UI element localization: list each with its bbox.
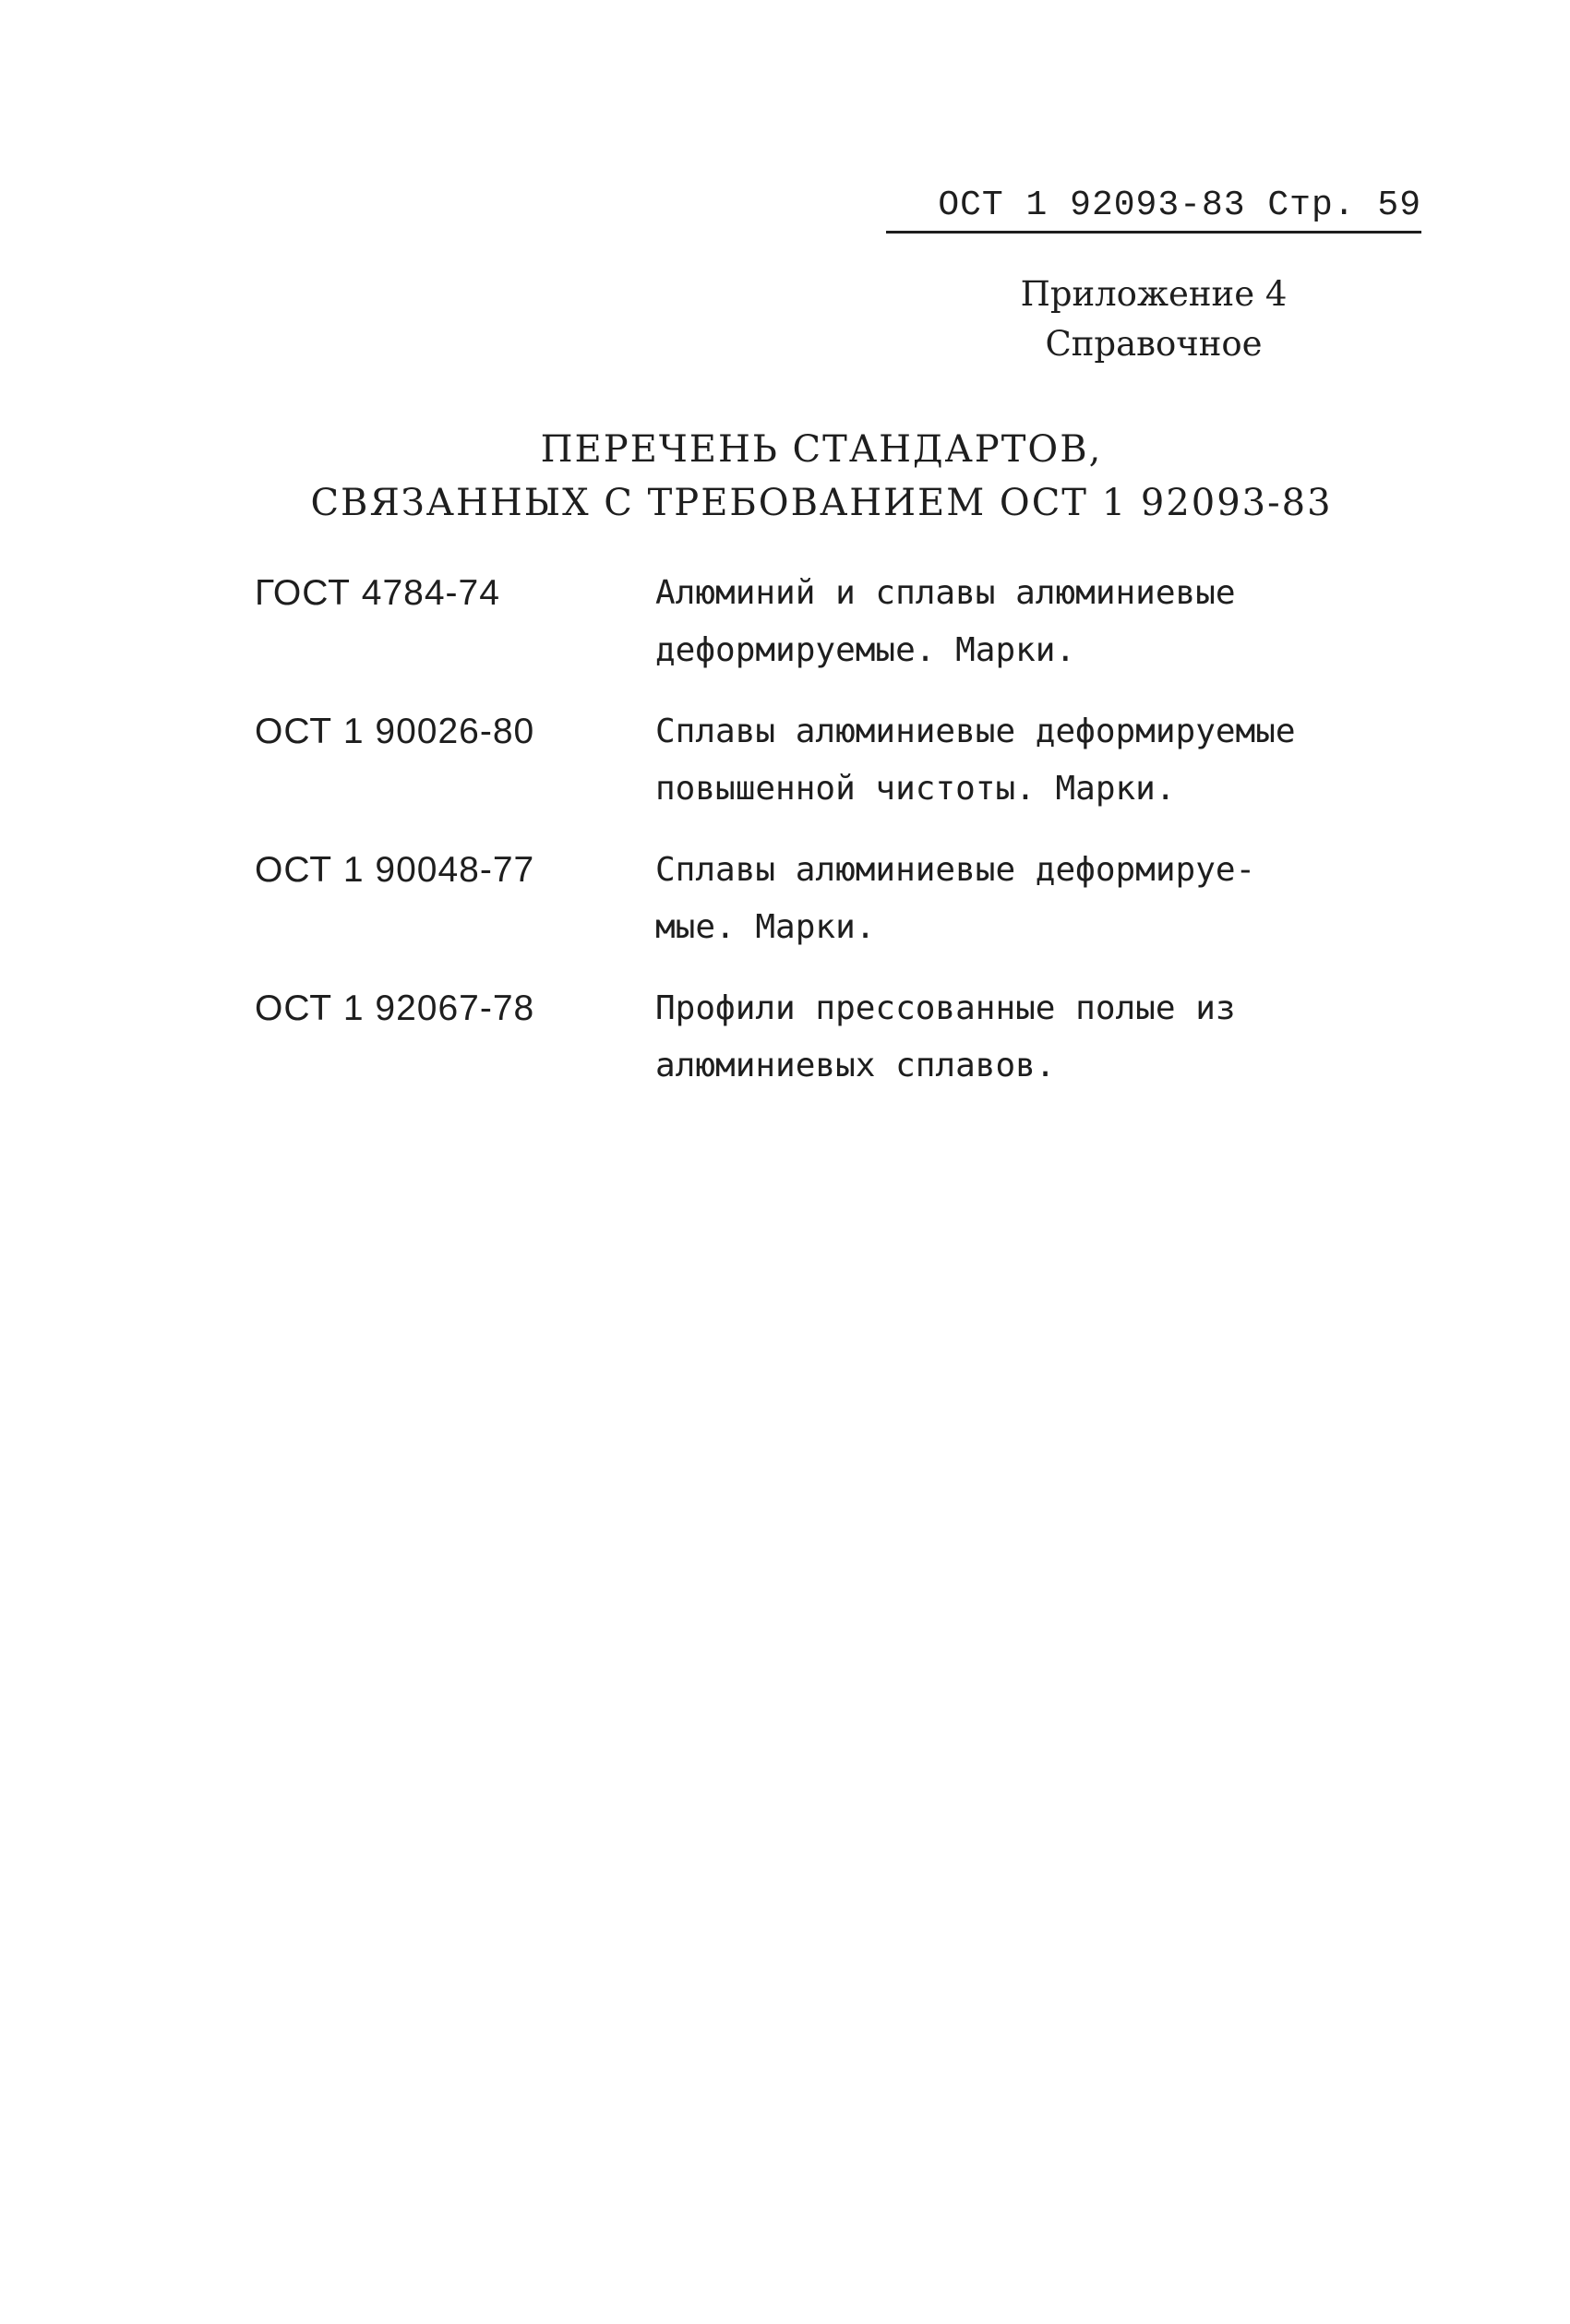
appendix-type: Справочное [1045,324,1263,364]
description-line: деформируемые. Марки. [655,631,1076,669]
description-line: Профили прессованные полые из [655,989,1236,1027]
document-title [277,423,1366,530]
description-line: Сплавы алюминиевые деформируе- [655,851,1256,889]
standard-description [655,980,1449,1095]
standard-description [655,565,1449,679]
standard-code: ОСТ 1 90026-80 [255,712,535,751]
standard-description [655,842,1449,956]
description-line: повышенной чистоты. Марки. [655,770,1176,808]
title-line-1: ПЕРЕЧЕНЬ СТАНДАРТОВ, [540,428,1103,471]
list-item [255,703,1455,818]
appendix-block [960,270,1348,369]
list-item [255,842,1455,956]
standard-description [655,703,1449,818]
list-item [255,980,1455,1095]
page-header: ОСТ 1 92093-83 Стр. 59 [886,181,1421,234]
list-item [255,565,1455,679]
description-line: мые. Марки. [655,908,876,946]
standard-code: ГОСТ 4784-74 [255,573,500,613]
description-line: алюминиевых сплавов. [655,1047,1056,1084]
appendix-label: Приложение 4 [1020,274,1288,314]
standards-list [255,565,1455,1119]
standard-code: ОСТ 1 90048-77 [255,850,535,890]
title-line-2: СВЯЗАННЫХ С ТРЕБОВАНИЕМ ОСТ 1 92093-83 [310,482,1333,524]
description-line: Сплавы алюминиевые деформируемые [655,713,1296,750]
standard-code: ОСТ 1 92067-78 [255,988,535,1028]
description-line: Алюминий и сплавы алюминиевые [655,574,1236,612]
